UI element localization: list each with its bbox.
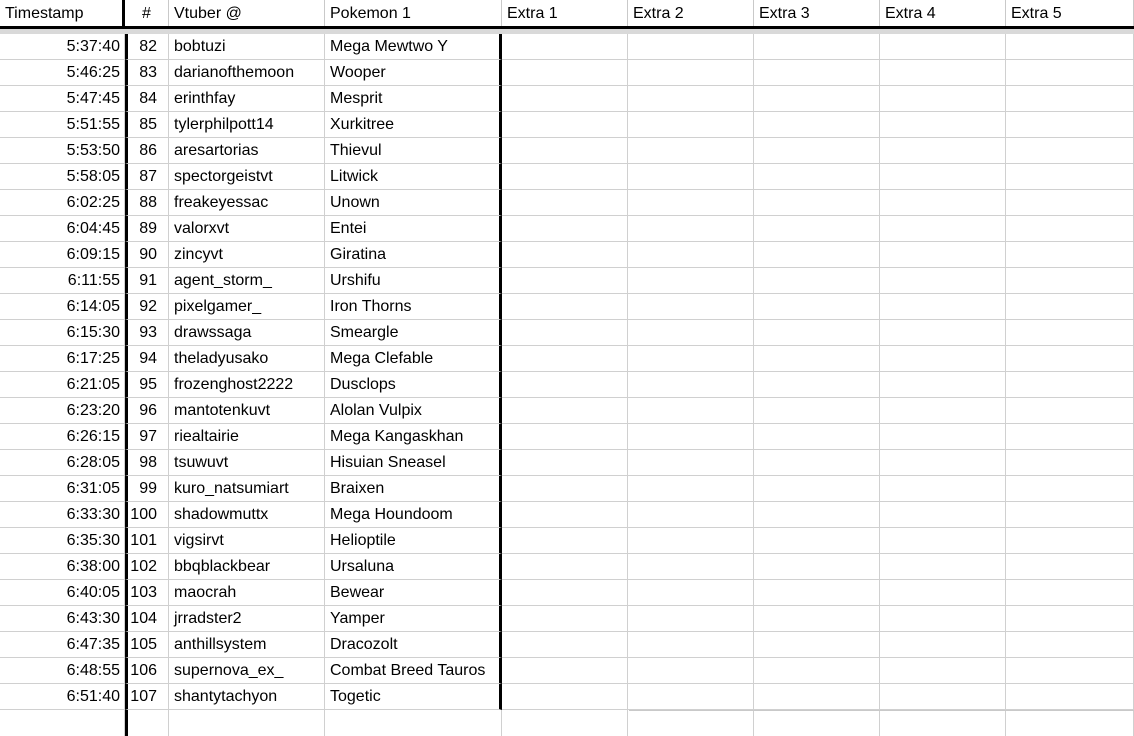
pokemon-cell[interactable]: Unown <box>325 190 502 216</box>
extra-4-cell[interactable] <box>880 60 1006 86</box>
pokemon-cell[interactable]: Entei <box>325 216 502 242</box>
grid-line <box>629 710 1134 711</box>
table-row <box>0 476 1134 502</box>
extra-1-cell[interactable] <box>502 372 628 398</box>
extra-2-cell[interactable] <box>628 710 754 736</box>
number-cell[interactable]: 104 <box>125 606 169 632</box>
extra-3-cell[interactable] <box>754 320 880 346</box>
pokemon-cell[interactable]: Smeargle <box>325 320 502 346</box>
extra-5-cell[interactable] <box>1006 502 1134 528</box>
table-row <box>0 528 1134 554</box>
extra-5-cell[interactable] <box>1006 320 1134 346</box>
table-row <box>0 190 1134 216</box>
number-cell[interactable]: 102 <box>125 554 169 580</box>
extra-4-cell[interactable] <box>880 268 1006 294</box>
vtuber-cell[interactable]: zincyvt <box>169 242 325 268</box>
extra-5-cell[interactable] <box>1006 346 1134 372</box>
timestamp-cell[interactable]: 5:58:05 <box>0 164 125 190</box>
extra-4-cell[interactable] <box>880 476 1006 502</box>
pokemon-cell[interactable]: Thievul <box>325 138 502 164</box>
timestamp-cell[interactable]: 5:37:40 <box>0 34 125 60</box>
extra-4-cell[interactable] <box>880 606 1006 632</box>
vtuber-cell[interactable]: spectorgeistvt <box>169 164 325 190</box>
header-extra-5[interactable]: Extra 5 <box>1006 0 1134 26</box>
extra-3-cell[interactable] <box>754 86 880 112</box>
pokemon-cell[interactable]: Mega Houndoom <box>325 502 502 528</box>
extra-3-cell[interactable] <box>754 632 880 658</box>
extra-3-cell[interactable] <box>754 268 880 294</box>
extra-3-cell[interactable] <box>754 424 880 450</box>
timestamp-cell[interactable]: 6:11:55 <box>0 268 125 294</box>
pokemon-cell[interactable]: Mega Kangaskhan <box>325 424 502 450</box>
pokemon-cell[interactable]: Braixen <box>325 476 502 502</box>
extra-2-cell[interactable] <box>628 450 754 476</box>
table-row <box>0 138 1134 164</box>
number-cell[interactable]: 97 <box>125 424 169 450</box>
extra-1-cell[interactable] <box>502 320 628 346</box>
number-cell[interactable] <box>125 710 169 736</box>
number-cell[interactable]: 99 <box>125 476 169 502</box>
vtuber-cell[interactable]: jrradster2 <box>169 606 325 632</box>
table-row <box>0 112 1134 138</box>
header-timestamp[interactable]: Timestamp <box>0 0 125 26</box>
number-cell[interactable]: 100 <box>125 502 169 528</box>
timestamp-cell[interactable]: 6:40:05 <box>0 580 125 606</box>
number-cell[interactable]: 85 <box>125 112 169 138</box>
extra-5-cell[interactable] <box>1006 450 1134 476</box>
table-row <box>0 684 1134 710</box>
extra-4-cell[interactable] <box>880 424 1006 450</box>
extra-1-cell[interactable] <box>502 580 628 606</box>
extra-3-cell[interactable] <box>754 398 880 424</box>
extra-2-cell[interactable] <box>628 190 754 216</box>
timestamp-cell[interactable]: 6:02:25 <box>0 190 125 216</box>
extra-4-cell[interactable] <box>880 294 1006 320</box>
timestamp-cell[interactable]: 6:43:30 <box>0 606 125 632</box>
timestamp-cell[interactable]: 6:31:05 <box>0 476 125 502</box>
pokemon-cell[interactable]: Xurkitree <box>325 112 502 138</box>
vtuber-cell[interactable]: tylerphilpott14 <box>169 112 325 138</box>
header-extra-2[interactable]: Extra 2 <box>628 0 754 26</box>
extra-5-cell[interactable] <box>1006 86 1134 112</box>
extra-5-cell[interactable] <box>1006 242 1134 268</box>
extra-4-cell[interactable] <box>880 554 1006 580</box>
extra-5-cell[interactable] <box>1006 528 1134 554</box>
extra-5-cell[interactable] <box>1006 60 1134 86</box>
extra-2-cell[interactable] <box>628 86 754 112</box>
extra-5-cell[interactable] <box>1006 710 1134 736</box>
vtuber-cell[interactable]: pixelgamer_ <box>169 294 325 320</box>
number-cell[interactable]: 93 <box>125 320 169 346</box>
extra-3-cell[interactable] <box>754 112 880 138</box>
extra-2-cell[interactable] <box>628 502 754 528</box>
extra-1-cell[interactable] <box>502 138 628 164</box>
table-row <box>0 268 1134 294</box>
extra-4-cell[interactable] <box>880 34 1006 60</box>
extra-3-cell[interactable] <box>754 34 880 60</box>
vtuber-cell[interactable]: bbqblackbear <box>169 554 325 580</box>
timestamp-cell[interactable] <box>0 710 125 736</box>
number-cell[interactable]: 94 <box>125 346 169 372</box>
extra-1-cell[interactable] <box>502 554 628 580</box>
vtuber-cell[interactable]: riealtairie <box>169 424 325 450</box>
number-cell[interactable]: 92 <box>125 294 169 320</box>
timestamp-cell[interactable]: 6:15:30 <box>0 320 125 346</box>
extra-3-cell[interactable] <box>754 684 880 710</box>
number-cell[interactable]: 88 <box>125 190 169 216</box>
table-body <box>0 34 1134 736</box>
pokemon-cell[interactable]: Urshifu <box>325 268 502 294</box>
extra-1-cell[interactable] <box>502 476 628 502</box>
table-row <box>0 450 1134 476</box>
timestamp-cell[interactable]: 5:51:55 <box>0 112 125 138</box>
number-cell[interactable]: 98 <box>125 450 169 476</box>
pokemon-cell[interactable]: Bewear <box>325 580 502 606</box>
timestamp-cell[interactable]: 6:47:35 <box>0 632 125 658</box>
extra-5-cell[interactable] <box>1006 216 1134 242</box>
table-row <box>0 554 1134 580</box>
extra-3-cell[interactable] <box>754 242 880 268</box>
timestamp-cell[interactable]: 6:38:00 <box>0 554 125 580</box>
extra-5-cell[interactable] <box>1006 34 1134 60</box>
number-cell[interactable]: 90 <box>125 242 169 268</box>
vtuber-cell[interactable]: shadowmuttx <box>169 502 325 528</box>
timestamp-cell[interactable]: 5:46:25 <box>0 60 125 86</box>
table-row <box>0 164 1134 190</box>
vtuber-cell[interactable]: vigsirvt <box>169 528 325 554</box>
extra-5-cell[interactable] <box>1006 554 1134 580</box>
extra-1-cell[interactable] <box>502 164 628 190</box>
header-extra-1[interactable]: Extra 1 <box>502 0 628 26</box>
table-row <box>0 86 1134 112</box>
number-cell[interactable]: 82 <box>125 34 169 60</box>
extra-2-cell[interactable] <box>628 554 754 580</box>
pokemon-cell[interactable]: Giratina <box>325 242 502 268</box>
extra-2-cell[interactable] <box>628 294 754 320</box>
timestamp-cell[interactable]: 6:17:25 <box>0 346 125 372</box>
extra-3-cell[interactable] <box>754 476 880 502</box>
extra-2-cell[interactable] <box>628 320 754 346</box>
extra-2-cell[interactable] <box>628 372 754 398</box>
table-row-empty <box>0 710 1134 736</box>
extra-1-cell[interactable] <box>502 216 628 242</box>
table-row <box>0 346 1134 372</box>
timestamp-cell[interactable]: 5:47:45 <box>0 86 125 112</box>
extra-1-cell[interactable] <box>502 502 628 528</box>
extra-5-cell[interactable] <box>1006 294 1134 320</box>
extra-3-cell[interactable] <box>754 138 880 164</box>
extra-2-cell[interactable] <box>628 242 754 268</box>
extra-5-cell[interactable] <box>1006 372 1134 398</box>
number-cell[interactable]: 84 <box>125 86 169 112</box>
extra-5-cell[interactable] <box>1006 164 1134 190</box>
number-cell[interactable]: 87 <box>125 164 169 190</box>
extra-4-cell[interactable] <box>880 710 1006 736</box>
vtuber-cell[interactable]: erinthfay <box>169 86 325 112</box>
pokemon-cell[interactable]: Yamper <box>325 606 502 632</box>
extra-5-cell[interactable] <box>1006 684 1134 710</box>
table-row <box>0 580 1134 606</box>
extra-5-cell[interactable] <box>1006 424 1134 450</box>
timestamp-cell[interactable]: 6:48:55 <box>0 658 125 684</box>
timestamp-cell[interactable]: 6:09:15 <box>0 242 125 268</box>
number-cell[interactable]: 91 <box>125 268 169 294</box>
vtuber-cell[interactable]: frozenghost2222 <box>169 372 325 398</box>
extra-4-cell[interactable] <box>880 138 1006 164</box>
timestamp-cell[interactable]: 6:51:40 <box>0 684 125 710</box>
header-vtuber[interactable]: Vtuber @ <box>169 0 325 26</box>
extra-4-cell[interactable] <box>880 346 1006 372</box>
extra-3-cell[interactable] <box>754 190 880 216</box>
extra-4-cell[interactable] <box>880 684 1006 710</box>
extra-2-cell[interactable] <box>628 658 754 684</box>
number-cell[interactable]: 106 <box>125 658 169 684</box>
number-cell[interactable]: 107 <box>125 684 169 710</box>
extra-2-cell[interactable] <box>628 476 754 502</box>
extra-5-cell[interactable] <box>1006 476 1134 502</box>
extra-4-cell[interactable] <box>880 528 1006 554</box>
vtuber-cell[interactable]: darianofthemoon <box>169 60 325 86</box>
extra-1-cell[interactable] <box>502 346 628 372</box>
extra-3-cell[interactable] <box>754 372 880 398</box>
pokemon-cell[interactable]: Togetic <box>325 684 502 710</box>
extra-1-cell[interactable] <box>502 86 628 112</box>
extra-3-cell[interactable] <box>754 554 880 580</box>
table-row <box>0 242 1134 268</box>
number-cell[interactable]: 103 <box>125 580 169 606</box>
extra-2-cell[interactable] <box>628 216 754 242</box>
number-cell[interactable]: 83 <box>125 60 169 86</box>
vtuber-cell[interactable]: theladyusako <box>169 346 325 372</box>
vtuber-cell[interactable]: valorxvt <box>169 216 325 242</box>
header-row <box>0 0 1134 26</box>
extra-2-cell[interactable] <box>628 528 754 554</box>
extra-2-cell[interactable] <box>628 346 754 372</box>
extra-2-cell[interactable] <box>628 112 754 138</box>
extra-4-cell[interactable] <box>880 242 1006 268</box>
pokemon-cell[interactable]: Mega Mewtwo Y <box>325 34 502 60</box>
header-extra-4[interactable]: Extra 4 <box>880 0 1006 26</box>
vtuber-cell[interactable]: freakeyessac <box>169 190 325 216</box>
extra-1-cell[interactable] <box>502 268 628 294</box>
pokemon-cell[interactable] <box>325 710 502 736</box>
extra-1-cell[interactable] <box>502 606 628 632</box>
extra-4-cell[interactable] <box>880 112 1006 138</box>
table-row <box>0 320 1134 346</box>
extra-2-cell[interactable] <box>628 632 754 658</box>
extra-3-cell[interactable] <box>754 164 880 190</box>
extra-3-cell[interactable] <box>754 216 880 242</box>
vtuber-cell[interactable]: agent_storm_ <box>169 268 325 294</box>
vtuber-cell[interactable]: mantotenkuvt <box>169 398 325 424</box>
extra-4-cell[interactable] <box>880 580 1006 606</box>
extra-3-cell[interactable] <box>754 580 880 606</box>
extra-1-cell[interactable] <box>502 242 628 268</box>
timestamp-cell[interactable]: 6:23:20 <box>0 398 125 424</box>
extra-1-cell[interactable] <box>502 398 628 424</box>
table-row <box>0 502 1134 528</box>
vtuber-cell[interactable]: maocrah <box>169 580 325 606</box>
vtuber-cell[interactable] <box>169 710 325 736</box>
extra-3-cell[interactable] <box>754 346 880 372</box>
timestamp-cell[interactable]: 6:33:30 <box>0 502 125 528</box>
pokemon-cell[interactable]: Litwick <box>325 164 502 190</box>
extra-4-cell[interactable] <box>880 632 1006 658</box>
extra-4-cell[interactable] <box>880 502 1006 528</box>
extra-1-cell[interactable] <box>502 710 628 736</box>
extra-2-cell[interactable] <box>628 34 754 60</box>
pokemon-cell[interactable]: Combat Breed Tauros <box>325 658 502 684</box>
table-row <box>0 424 1134 450</box>
number-cell[interactable]: 101 <box>125 528 169 554</box>
extra-5-cell[interactable] <box>1006 632 1134 658</box>
vtuber-cell[interactable]: supernova_ex_ <box>169 658 325 684</box>
extra-5-cell[interactable] <box>1006 658 1134 684</box>
vtuber-cell[interactable]: shantytachyon <box>169 684 325 710</box>
pokemon-cell[interactable]: Ursaluna <box>325 554 502 580</box>
extra-5-cell[interactable] <box>1006 112 1134 138</box>
header-pokemon-1[interactable]: Pokemon 1 <box>325 0 502 26</box>
extra-4-cell[interactable] <box>880 190 1006 216</box>
extra-1-cell[interactable] <box>502 60 628 86</box>
vtuber-cell[interactable]: aresartorias <box>169 138 325 164</box>
timestamp-cell[interactable]: 6:04:45 <box>0 216 125 242</box>
pokemon-cell[interactable]: Iron Thorns <box>325 294 502 320</box>
table-row <box>0 606 1134 632</box>
extra-2-cell[interactable] <box>628 684 754 710</box>
extra-1-cell[interactable] <box>502 34 628 60</box>
vtuber-cell[interactable]: kuro_natsumiart <box>169 476 325 502</box>
pokemon-cell[interactable]: Mega Clefable <box>325 346 502 372</box>
extra-2-cell[interactable] <box>628 268 754 294</box>
extra-3-cell[interactable] <box>754 502 880 528</box>
number-cell[interactable]: 105 <box>125 632 169 658</box>
extra-1-cell[interactable] <box>502 294 628 320</box>
extra-5-cell[interactable] <box>1006 398 1134 424</box>
extra-1-cell[interactable] <box>502 684 628 710</box>
extra-2-cell[interactable] <box>628 606 754 632</box>
extra-1-cell[interactable] <box>502 528 628 554</box>
table-row <box>0 658 1134 684</box>
header-number[interactable]: # <box>125 0 169 26</box>
table-row <box>0 294 1134 320</box>
extra-1-cell[interactable] <box>502 450 628 476</box>
extra-1-cell[interactable] <box>502 112 628 138</box>
extra-2-cell[interactable] <box>628 164 754 190</box>
extra-4-cell[interactable] <box>880 398 1006 424</box>
timestamp-cell[interactable]: 6:21:05 <box>0 372 125 398</box>
table-row <box>0 34 1134 60</box>
extra-2-cell[interactable] <box>628 138 754 164</box>
vtuber-cell[interactable]: tsuwuvt <box>169 450 325 476</box>
extra-5-cell[interactable] <box>1006 606 1134 632</box>
pokemon-cell[interactable]: Hisuian Sneasel <box>325 450 502 476</box>
extra-2-cell[interactable] <box>628 398 754 424</box>
extra-3-cell[interactable] <box>754 450 880 476</box>
table-row <box>0 216 1134 242</box>
table-row <box>0 372 1134 398</box>
table-row <box>0 632 1134 658</box>
number-cell[interactable]: 89 <box>125 216 169 242</box>
extra-2-cell[interactable] <box>628 60 754 86</box>
extra-2-cell[interactable] <box>628 424 754 450</box>
extra-1-cell[interactable] <box>502 424 628 450</box>
extra-4-cell[interactable] <box>880 658 1006 684</box>
table-row <box>0 398 1134 424</box>
pokemon-cell[interactable]: Alolan Vulpix <box>325 398 502 424</box>
vtuber-cell[interactable]: anthillsystem <box>169 632 325 658</box>
timestamp-cell[interactable]: 6:14:05 <box>0 294 125 320</box>
extra-3-cell[interactable] <box>754 606 880 632</box>
timestamp-cell[interactable]: 6:35:30 <box>0 528 125 554</box>
extra-4-cell[interactable] <box>880 320 1006 346</box>
extra-4-cell[interactable] <box>880 164 1006 190</box>
extra-1-cell[interactable] <box>502 632 628 658</box>
extra-3-cell[interactable] <box>754 528 880 554</box>
extra-5-cell[interactable] <box>1006 580 1134 606</box>
extra-1-cell[interactable] <box>502 190 628 216</box>
vtuber-cell[interactable]: drawssaga <box>169 320 325 346</box>
extra-5-cell[interactable] <box>1006 268 1134 294</box>
timestamp-cell[interactable]: 5:53:50 <box>0 138 125 164</box>
table-row <box>0 60 1134 86</box>
extra-3-cell[interactable] <box>754 294 880 320</box>
timestamp-cell[interactable]: 6:26:15 <box>0 424 125 450</box>
extra-5-cell[interactable] <box>1006 190 1134 216</box>
extra-3-cell[interactable] <box>754 658 880 684</box>
extra-4-cell[interactable] <box>880 450 1006 476</box>
pokemon-cell[interactable]: Dusclops <box>325 372 502 398</box>
extra-3-cell[interactable] <box>754 60 880 86</box>
number-cell[interactable]: 96 <box>125 398 169 424</box>
extra-5-cell[interactable] <box>1006 138 1134 164</box>
pokemon-cell[interactable]: Mesprit <box>325 86 502 112</box>
extra-1-cell[interactable] <box>502 658 628 684</box>
pokemon-cell[interactable]: Wooper <box>325 60 502 86</box>
extra-2-cell[interactable] <box>628 580 754 606</box>
vtuber-cell[interactable]: bobtuzi <box>169 34 325 60</box>
pokemon-cell[interactable]: Helioptile <box>325 528 502 554</box>
pokemon-cell[interactable]: Dracozolt <box>325 632 502 658</box>
header-extra-3[interactable]: Extra 3 <box>754 0 880 26</box>
extra-4-cell[interactable] <box>880 86 1006 112</box>
number-cell[interactable]: 95 <box>125 372 169 398</box>
extra-4-cell[interactable] <box>880 216 1006 242</box>
number-cell[interactable]: 86 <box>125 138 169 164</box>
extra-4-cell[interactable] <box>880 372 1006 398</box>
timestamp-cell[interactable]: 6:28:05 <box>0 450 125 476</box>
extra-3-cell[interactable] <box>754 710 880 736</box>
